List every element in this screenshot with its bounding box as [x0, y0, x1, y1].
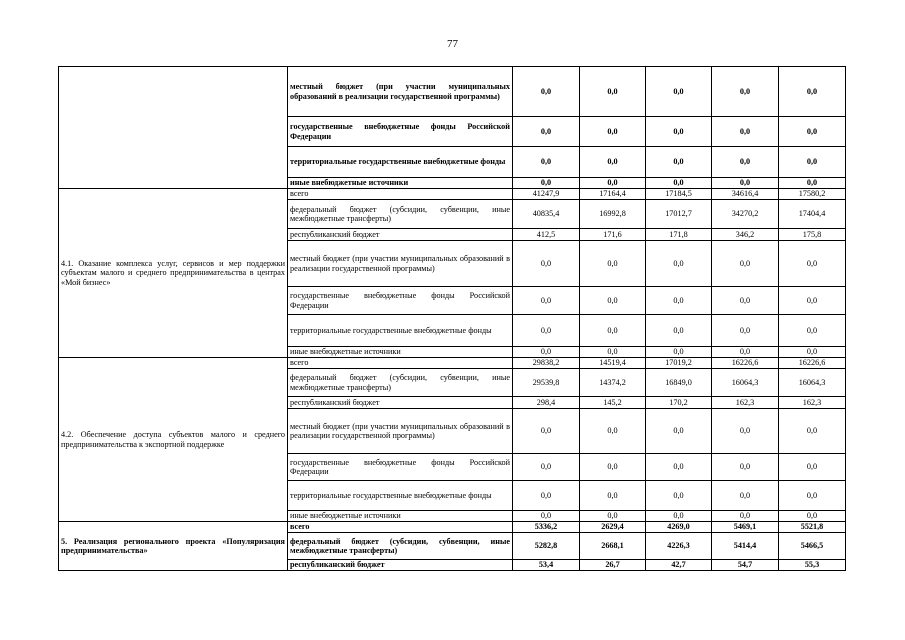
value-cell: 0,0 [646, 147, 712, 178]
value-cell: 0,0 [779, 511, 846, 522]
value-cell: 34616,4 [712, 189, 779, 200]
page-number: 77 [447, 38, 458, 50]
table-row [59, 189, 846, 200]
value-cell: 0,0 [712, 67, 779, 117]
value-cell: 0,0 [779, 178, 846, 189]
value-cell: 17012,7 [646, 200, 712, 229]
funding-source-cell: республиканский бюджет [288, 560, 513, 571]
value-cell: 17019,2 [646, 358, 712, 369]
value-cell: 0,0 [646, 409, 712, 454]
value-cell: 0,0 [513, 241, 580, 287]
value-cell: 0,0 [646, 481, 712, 511]
value-cell: 162,3 [779, 397, 846, 409]
funding-source-cell: всего [288, 189, 513, 200]
value-cell: 162,3 [712, 397, 779, 409]
value-cell: 0,0 [580, 347, 646, 358]
program-cell: 4.1. Оказание комплекса услуг, сервисов и мер поддержки субъектам малого и среднего предпринимательства в центрах «Мой бизнес» [59, 189, 288, 358]
value-cell: 0,0 [712, 511, 779, 522]
value-cell: 0,0 [646, 117, 712, 147]
value-cell: 29838,2 [513, 358, 580, 369]
funding-source-cell: территориальные государственные внебюджетные фонды [288, 315, 513, 347]
value-cell: 5336,2 [513, 522, 580, 533]
value-cell: 0,0 [712, 287, 779, 315]
table-row [59, 358, 846, 369]
value-cell: 0,0 [712, 347, 779, 358]
funding-source-cell: всего [288, 358, 513, 369]
value-cell: 5466,5 [779, 533, 846, 560]
value-cell: 145,2 [580, 397, 646, 409]
value-cell: 0,0 [779, 147, 846, 178]
funding-source-cell: иные внебюджетные источники [288, 347, 513, 358]
funding-source-cell: республиканский бюджет [288, 397, 513, 409]
value-cell: 17184,5 [646, 189, 712, 200]
value-cell: 0,0 [580, 481, 646, 511]
value-cell: 0,0 [513, 511, 580, 522]
value-cell: 346,2 [712, 229, 779, 241]
value-cell: 0,0 [779, 67, 846, 117]
value-cell: 0,0 [712, 117, 779, 147]
value-cell: 5521,8 [779, 522, 846, 533]
value-cell: 0,0 [580, 67, 646, 117]
value-cell: 0,0 [779, 454, 846, 481]
funding-source-cell: государственные внебюджетные фонды Российской Федерации [288, 117, 513, 147]
value-cell: 0,0 [646, 178, 712, 189]
value-cell: 4269,0 [646, 522, 712, 533]
value-cell: 16992,8 [580, 200, 646, 229]
value-cell: 0,0 [779, 241, 846, 287]
value-cell: 17164,4 [580, 189, 646, 200]
value-cell: 16226,6 [712, 358, 779, 369]
value-cell: 54,7 [712, 560, 779, 571]
value-cell: 0,0 [513, 481, 580, 511]
value-cell: 0,0 [712, 454, 779, 481]
value-cell: 2668,1 [580, 533, 646, 560]
value-cell: 0,0 [513, 409, 580, 454]
funding-source-cell: федеральный бюджет (субсидии, субвенции, иные межбюджетные трансферты) [288, 369, 513, 397]
value-cell: 14519,4 [580, 358, 646, 369]
value-cell: 0,0 [513, 178, 580, 189]
value-cell: 0,0 [580, 511, 646, 522]
funding-source-cell: республиканский бюджет [288, 229, 513, 241]
value-cell: 298,4 [513, 397, 580, 409]
budget-table [58, 66, 846, 571]
value-cell: 0,0 [712, 481, 779, 511]
value-cell: 0,0 [513, 287, 580, 315]
value-cell: 16226,6 [779, 358, 846, 369]
value-cell: 16849,0 [646, 369, 712, 397]
funding-source-cell: всего [288, 522, 513, 533]
funding-source-cell: территориальные государственные внебюджетные фонды [288, 481, 513, 511]
value-cell: 0,0 [513, 117, 580, 147]
value-cell: 34270,2 [712, 200, 779, 229]
funding-source-cell: иные внебюджетные источники [288, 511, 513, 522]
value-cell: 26,7 [580, 560, 646, 571]
value-cell: 17580,2 [779, 189, 846, 200]
funding-source-cell: федеральный бюджет (субсидии, субвенции, иные межбюджетные трансферты) [288, 533, 513, 560]
value-cell: 16064,3 [779, 369, 846, 397]
value-cell: 0,0 [513, 147, 580, 178]
value-cell: 55,3 [779, 560, 846, 571]
funding-source-cell: территориальные государственные внебюджетные фонды [288, 147, 513, 178]
table-row [59, 522, 846, 533]
value-cell: 0,0 [712, 315, 779, 347]
value-cell: 0,0 [646, 315, 712, 347]
funding-source-cell: федеральный бюджет (субсидии, субвенции, иные межбюджетные трансферты) [288, 200, 513, 229]
value-cell: 0,0 [580, 178, 646, 189]
value-cell: 0,0 [646, 347, 712, 358]
program-cell: 4.2. Обеспечение доступа субъектов малого и среднего предпринимательства к экспортной поддержке [59, 358, 288, 522]
value-cell: 0,0 [513, 315, 580, 347]
value-cell: 0,0 [712, 409, 779, 454]
funding-source-cell: государственные внебюджетные фонды Российской Федерации [288, 454, 513, 481]
value-cell: 0,0 [712, 147, 779, 178]
value-cell: 175,8 [779, 229, 846, 241]
funding-source-cell: иные внебюджетные источники [288, 178, 513, 189]
value-cell: 14374,2 [580, 369, 646, 397]
value-cell: 53,4 [513, 560, 580, 571]
value-cell: 5282,8 [513, 533, 580, 560]
value-cell: 0,0 [779, 117, 846, 147]
value-cell: 0,0 [513, 347, 580, 358]
value-cell: 4226,3 [646, 533, 712, 560]
value-cell: 0,0 [779, 409, 846, 454]
value-cell: 0,0 [712, 178, 779, 189]
value-cell: 17404,4 [779, 200, 846, 229]
value-cell: 5469,1 [712, 522, 779, 533]
value-cell: 0,0 [513, 67, 580, 117]
value-cell: 0,0 [646, 67, 712, 117]
funding-source-cell: местный бюджет (при участии муниципальных образований в реализации государственной программы) [288, 409, 513, 454]
value-cell: 0,0 [646, 511, 712, 522]
value-cell: 0,0 [779, 315, 846, 347]
value-cell: 170,2 [646, 397, 712, 409]
value-cell: 412,5 [513, 229, 580, 241]
value-cell: 0,0 [580, 287, 646, 315]
value-cell: 0,0 [580, 315, 646, 347]
value-cell: 171,6 [580, 229, 646, 241]
value-cell: 5414,4 [712, 533, 779, 560]
value-cell: 0,0 [779, 287, 846, 315]
value-cell: 29539,8 [513, 369, 580, 397]
value-cell: 0,0 [712, 241, 779, 287]
value-cell: 40835,4 [513, 200, 580, 229]
value-cell: 0,0 [779, 347, 846, 358]
value-cell: 0,0 [580, 241, 646, 287]
table-row [59, 67, 846, 117]
value-cell: 0,0 [646, 454, 712, 481]
value-cell: 16064,3 [712, 369, 779, 397]
value-cell: 2629,4 [580, 522, 646, 533]
value-cell: 0,0 [513, 454, 580, 481]
value-cell: 0,0 [580, 117, 646, 147]
funding-source-cell: местный бюджет (при участии муниципальных образований в реализации государственной программы) [288, 241, 513, 287]
value-cell: 171,8 [646, 229, 712, 241]
value-cell: 0,0 [646, 287, 712, 315]
funding-source-cell: местный бюджет (при участии муниципальных образований в реализации государственной программы) [288, 67, 513, 117]
value-cell: 0,0 [580, 454, 646, 481]
value-cell: 42,7 [646, 560, 712, 571]
value-cell: 41247,9 [513, 189, 580, 200]
value-cell: 0,0 [580, 147, 646, 178]
value-cell: 0,0 [646, 241, 712, 287]
program-cell [59, 67, 288, 189]
program-cell: 5. Реализация регионального проекта «Популяризация предпринимательства» [59, 522, 288, 571]
value-cell: 0,0 [580, 409, 646, 454]
value-cell: 0,0 [779, 481, 846, 511]
funding-source-cell: государственные внебюджетные фонды Российской Федерации [288, 287, 513, 315]
